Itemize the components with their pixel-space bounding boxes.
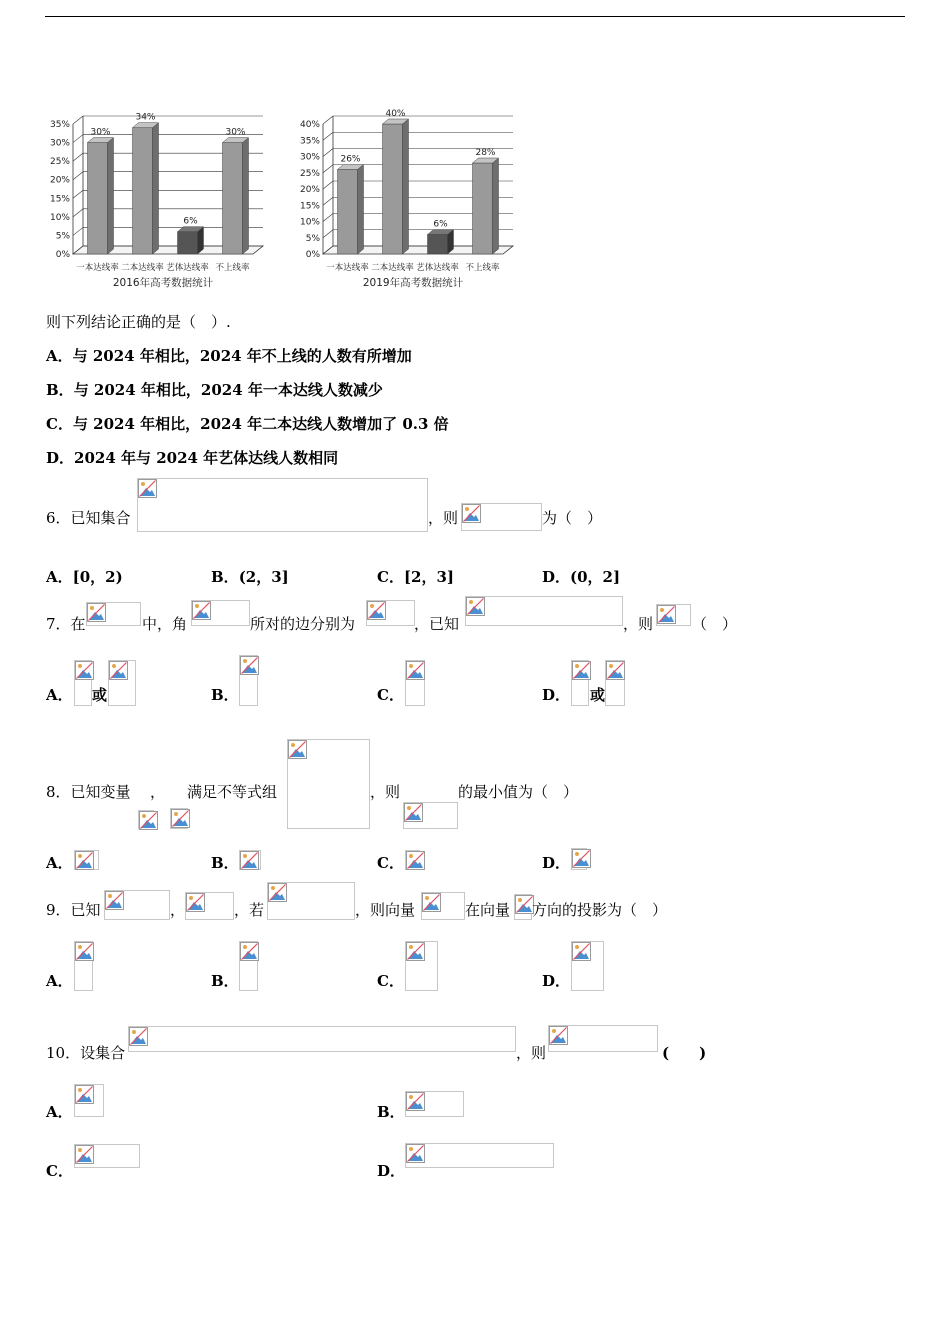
broken-image-icon [571, 941, 604, 991]
gridline-diagonal [323, 116, 333, 124]
q9-text-5: 在向量 [465, 901, 511, 919]
broken-image-icon [267, 882, 355, 920]
broken-image-glyph [657, 605, 676, 624]
broken-image-glyph [192, 601, 211, 620]
broken-image-glyph [129, 1027, 148, 1046]
data-label: 34% [135, 112, 156, 123]
q9-option-d-letter: D． [542, 972, 571, 990]
q10-option-b-letter: B． [377, 1103, 405, 1121]
q5-option-d [46, 447, 338, 468]
data-label: 26% [340, 154, 361, 165]
bar [88, 143, 108, 254]
q8-text-1: 8．已知变量 [46, 783, 131, 801]
category-label: 艺体达线率 [416, 263, 459, 273]
q7-text-2: 中，角 [142, 615, 188, 633]
gridline-diagonal [323, 165, 333, 173]
y-tick-label: 15% [299, 201, 320, 212]
q10-option-c-letter: C． [46, 1162, 73, 1180]
category-label: 一本达线率 [76, 263, 119, 273]
broken-image-glyph [406, 851, 425, 870]
broken-image-icon [405, 660, 425, 706]
broken-image-glyph [75, 851, 94, 870]
broken-image-glyph [572, 942, 591, 961]
category-label: 二本达线率 [121, 263, 164, 273]
y-tick-label: 0% [305, 250, 320, 260]
q5-option-text: 2024 年与 2024 年艺体达线人数相同 [74, 449, 339, 467]
q8-option-a-letter: A． [46, 854, 73, 872]
q9-option-b-letter: B． [211, 972, 239, 990]
data-label: 6% [183, 216, 198, 227]
bar-side [358, 165, 364, 255]
y-tick-label: 5% [305, 233, 320, 244]
bar [223, 143, 243, 254]
broken-image-icon [74, 1084, 104, 1117]
q7-option-b-letter: B． [211, 686, 239, 704]
chart-2019 [295, 96, 525, 296]
header-rule [45, 16, 905, 17]
broken-image-icon [170, 808, 188, 829]
q9-text-6: 方向的投影为（ ） [532, 901, 668, 919]
q10-text-1: 10．设集合 [46, 1044, 126, 1062]
broken-image-glyph [186, 893, 205, 912]
broken-image-icon [86, 602, 141, 626]
q5-option-letter: A． [46, 347, 73, 365]
q9-text-2: ， [170, 901, 186, 919]
category-label: 不上线率 [465, 263, 500, 273]
broken-image-glyph [240, 656, 259, 675]
broken-image-icon [108, 660, 136, 706]
bar-side [153, 123, 159, 254]
data-label: 40% [385, 109, 406, 119]
data-label: 6% [433, 219, 448, 230]
q7-text-5: ，则 [623, 615, 654, 633]
q6-option-letter: C． [377, 568, 404, 586]
bar [428, 235, 448, 255]
q5-option-letter: C． [46, 415, 73, 433]
broken-image-glyph [171, 809, 190, 828]
broken-image-icon [287, 739, 370, 829]
y-tick-label: 30% [49, 138, 70, 149]
broken-image-icon [74, 941, 93, 991]
gridline-diagonal [323, 197, 333, 205]
broken-image-glyph [367, 601, 386, 620]
q6-option-b [211, 566, 289, 587]
y-tick-label: 20% [49, 175, 70, 186]
q6-option-letter: A． [46, 568, 73, 586]
q6-option-text: [0，2) [72, 568, 123, 586]
broken-image-glyph [462, 504, 481, 523]
q8-option-b-letter: B． [211, 854, 239, 872]
q10-option-d-letter: D． [377, 1162, 406, 1180]
q9-option-a-letter: A． [46, 972, 73, 990]
broken-image-glyph [406, 1092, 425, 1111]
bar-side [108, 138, 114, 254]
broken-image-icon [74, 660, 92, 706]
q6-option-text: (0，2] [570, 568, 621, 586]
broken-image-glyph [268, 883, 287, 902]
broken-image-icon [239, 941, 258, 991]
bar [383, 124, 403, 254]
q6-option-d [542, 566, 620, 587]
gridline-diagonal [73, 209, 83, 217]
broken-image-icon [571, 848, 587, 870]
broken-image-icon [461, 503, 542, 531]
y-tick-label: 5% [55, 231, 70, 242]
broken-image-glyph [406, 1144, 425, 1163]
q5-option-c [46, 413, 449, 434]
gridline-diagonal [73, 153, 83, 161]
broken-image-glyph [240, 851, 259, 870]
gridline-diagonal [323, 230, 333, 238]
y-tick-label: 20% [299, 185, 320, 195]
broken-image-icon [405, 1091, 464, 1117]
broken-image-icon [104, 890, 170, 920]
category-label: 一本达线率 [326, 263, 369, 273]
broken-image-icon [656, 604, 691, 626]
q9-option-c-letter: C． [377, 972, 404, 990]
y-tick-label: 10% [299, 217, 320, 228]
broken-image-glyph [87, 603, 106, 622]
q10-text-2: ，则 [516, 1044, 547, 1062]
category-label: 不上线率 [215, 263, 250, 273]
gridline-diagonal [73, 172, 83, 180]
q5-option-letter: D． [46, 449, 75, 467]
q10-text-3: ( ) [662, 1044, 707, 1062]
y-tick-label: 30% [299, 152, 320, 163]
broken-image-glyph [75, 661, 94, 680]
gridline-diagonal [323, 149, 333, 157]
broken-image-glyph [105, 891, 124, 910]
q8-text-2: ， [150, 783, 166, 801]
q10-option-a-letter: A． [46, 1103, 73, 1121]
broken-image-icon [74, 1144, 140, 1168]
broken-image-icon [465, 596, 623, 626]
y-tick-label: 25% [299, 168, 320, 179]
broken-image-icon [405, 941, 438, 991]
bar [338, 170, 358, 255]
q6-text-2: ，则 [428, 509, 459, 527]
q8-text-5: 的最小值为（ ） [458, 783, 579, 801]
q5-option-letter: B． [46, 381, 74, 399]
q6-option-letter: D． [542, 568, 571, 586]
data-label: 30% [225, 127, 246, 138]
y-tick-label: 10% [49, 212, 70, 223]
data-label: 30% [90, 127, 111, 138]
q6-option-text: [2，3] [403, 568, 455, 586]
q7-option-c-letter: C． [377, 686, 404, 704]
broken-image-icon [239, 850, 261, 870]
bar [178, 232, 198, 254]
category-label: 艺体达线率 [166, 263, 209, 273]
q6-text-1: 6．已知集合 [46, 509, 131, 527]
q9-text-1: 9．已知 [46, 901, 101, 919]
q5-stem: 则下列结论正确的是（ ）. [46, 313, 231, 331]
broken-image-glyph [466, 597, 485, 616]
chart-2016 [45, 96, 275, 296]
category-label: 二本达线率 [371, 263, 414, 273]
q6-text-3: 为（ ） [542, 509, 603, 527]
broken-image-glyph [406, 661, 425, 680]
q7-text-4: ，已知 [414, 615, 460, 633]
broken-image-icon [366, 600, 415, 626]
broken-image-icon [185, 892, 234, 920]
broken-image-icon [74, 850, 99, 870]
broken-image-glyph [240, 942, 259, 961]
q6-option-text: (2，3] [238, 568, 289, 586]
q7-text-3: 所对的边分别为 [250, 615, 356, 633]
q6-option-letter: B． [211, 568, 239, 586]
bar-side [403, 119, 409, 254]
broken-image-glyph [422, 893, 441, 912]
broken-image-icon [403, 802, 458, 829]
q9-text-3: ，若 [234, 901, 265, 919]
broken-image-glyph [404, 803, 423, 822]
q8-option-d-letter: D． [542, 854, 571, 872]
gridline-diagonal [73, 190, 83, 198]
broken-image-glyph [75, 1145, 94, 1164]
broken-image-icon [138, 810, 154, 829]
q8-option-c-letter: C． [377, 854, 404, 872]
q5-option-b [46, 379, 383, 400]
broken-image-icon [191, 600, 250, 626]
broken-image-icon [239, 655, 258, 706]
y-tick-label: 40% [299, 120, 320, 130]
q9-text-4: ，则向量 [355, 901, 416, 919]
broken-image-glyph [606, 661, 625, 680]
q8-text-4: ，则 [370, 783, 401, 801]
bar-side [243, 138, 249, 254]
broken-image-icon [421, 892, 465, 920]
gridline-diagonal [73, 135, 83, 143]
q7-text-1: 7．在 [46, 615, 86, 633]
q6-option-a [46, 566, 123, 587]
gridline-diagonal [323, 181, 333, 189]
broken-image-icon [405, 1143, 554, 1168]
y-tick-label: 15% [49, 194, 70, 205]
broken-image-glyph [75, 942, 94, 961]
broken-image-glyph [572, 849, 591, 868]
gridline-diagonal [73, 116, 83, 124]
q5-option-text: 与 2024 年相比，2024 年二本达线人数增加了 0.3 倍 [72, 415, 449, 433]
bar [133, 128, 153, 254]
q8-text-3: 满足不等式组 [187, 783, 278, 801]
broken-image-glyph [75, 1085, 94, 1104]
y-tick-label: 35% [49, 120, 70, 130]
broken-image-icon [128, 1026, 516, 1052]
gridline-diagonal [73, 227, 83, 235]
broken-image-icon [137, 478, 428, 532]
q7-option-d-letter: D． [542, 686, 571, 704]
broken-image-glyph [549, 1026, 568, 1045]
broken-image-glyph [138, 479, 157, 498]
gridline-diagonal [323, 214, 333, 222]
q5-option-a [46, 345, 412, 366]
q6-option-c [377, 566, 454, 587]
broken-image-icon [514, 894, 532, 920]
broken-image-icon [548, 1025, 658, 1052]
chart-caption: 2019年高考数据统计 [362, 277, 464, 289]
chart-caption: 2016年高考数据统计 [112, 277, 214, 289]
q5-option-text: 与 2024 年相比，2024 年不上线的人数有所增加 [72, 347, 412, 365]
y-tick-label: 0% [55, 250, 70, 260]
bar-side [493, 158, 499, 254]
data-label: 28% [475, 148, 496, 158]
broken-image-glyph [139, 811, 158, 830]
y-tick-label: 35% [299, 136, 320, 147]
broken-image-glyph [288, 740, 307, 759]
y-tick-label: 25% [49, 157, 70, 168]
broken-image-icon [571, 660, 589, 706]
broken-image-glyph [109, 661, 128, 680]
bar [473, 163, 493, 254]
broken-image-glyph [406, 942, 425, 961]
q7-text-6: （ ） [692, 615, 738, 633]
q5-option-text: 与 2024 年相比，2024 年一本达线人数减少 [73, 381, 383, 399]
q7-or: 或 [92, 686, 108, 704]
broken-image-icon [605, 660, 625, 706]
q7-or: 或 [590, 686, 606, 704]
broken-image-glyph [572, 661, 591, 680]
q7-option-a-letter: A． [46, 686, 73, 704]
gridline-diagonal [323, 132, 333, 140]
broken-image-icon [405, 850, 420, 870]
